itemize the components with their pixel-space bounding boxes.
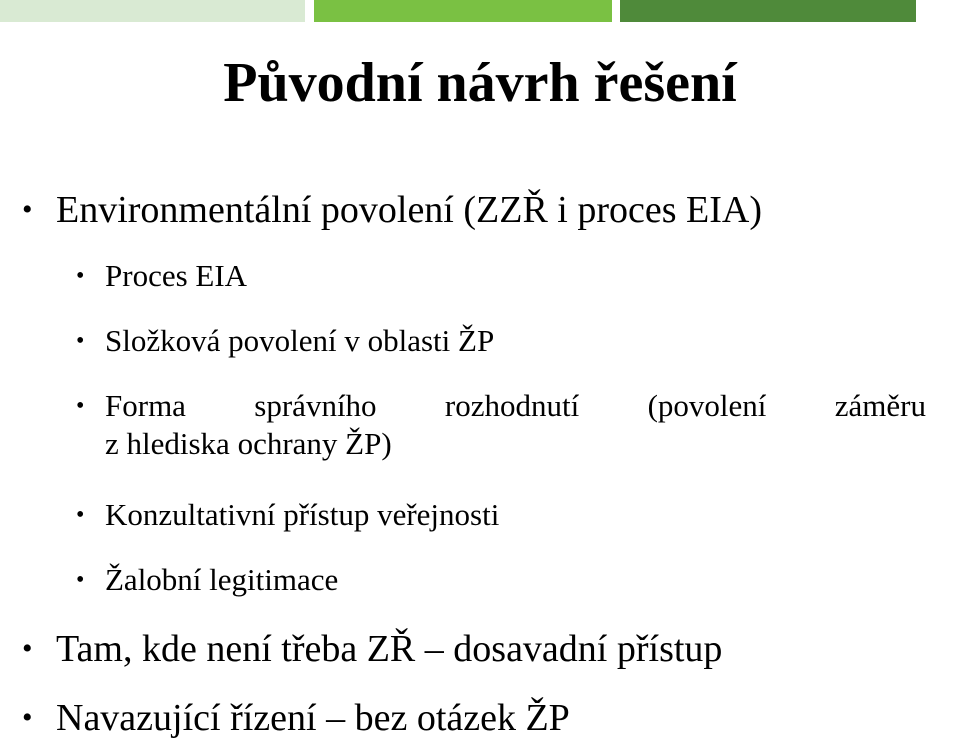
bullet-item-administrative-decision [76,387,926,463]
bullet-text: Tam, kde není třeba ZŘ – dosavadní přístup [56,628,723,670]
word: Forma [105,388,186,423]
bullet-icon: • [76,393,85,419]
bullet-text-line-1 [105,387,926,425]
bullet-item-standing-to-sue [76,561,338,599]
bullet-text: Environmentální povolení (ZZŘ i proces EIA) [56,189,762,231]
bullet-icon: • [22,701,33,734]
word: rozhodnutí [444,388,580,423]
decorative-bar-light [0,0,305,22]
decorative-bar-dark [620,0,916,22]
slide-title: Původní návrh řešení [223,52,737,114]
bullet-item-environmental-permit [22,187,762,233]
bullet-icon: • [76,567,85,593]
word: správního [254,388,377,423]
bullet-text: Proces EIA [105,258,248,293]
bullet-text [105,387,926,463]
bullet-icon: • [22,193,33,226]
bullet-text-line-2: z hlediska ochrany ŽP) [105,426,392,461]
bullet-item-eia-process [76,257,247,295]
bullet-item-follow-up-proceedings [22,695,570,741]
bullet-item-existing-approach [22,626,722,672]
bullet-icon: • [76,502,85,528]
bullet-icon: • [76,328,85,354]
bullet-text: Konzultativní přístup veřejnosti [105,497,500,532]
bullet-text: Žalobní legitimace [105,562,339,597]
bullet-icon: • [22,632,33,665]
decorative-bar-mid [314,0,612,22]
bullet-text: Navazující řízení – bez otázek ŽP [56,697,570,739]
bullet-item-public-consultation [76,496,499,534]
bullet-text: Složková povolení v oblasti ŽP [105,323,495,358]
bullet-icon: • [76,263,85,289]
word: záměru [834,388,926,423]
word: (povolení [647,388,767,423]
bullet-item-component-permits [76,322,494,360]
